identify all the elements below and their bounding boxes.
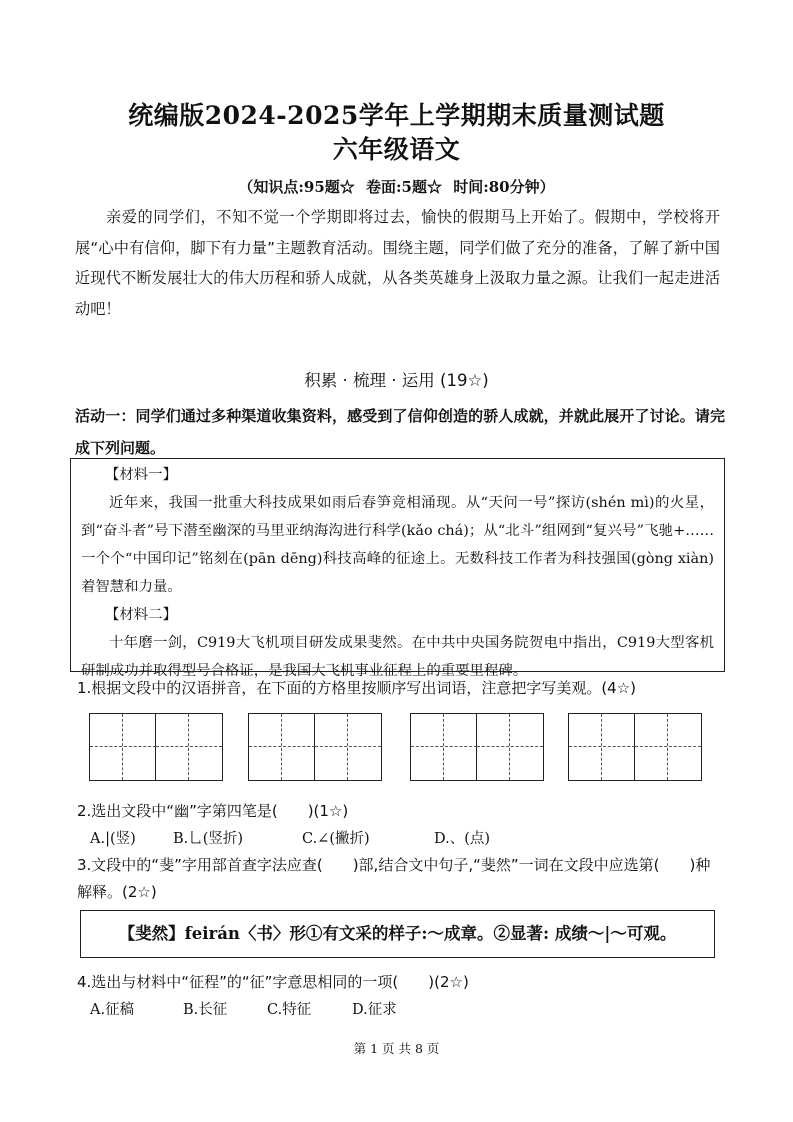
materials-box <box>70 458 725 679</box>
option-a[interactable]: A.|(竖) <box>90 831 136 847</box>
answer-grid-1[interactable] <box>89 713 223 781</box>
option-b[interactable]: B.乚(竖折) <box>173 831 244 847</box>
question-4: 4.选出与材料中“征程”的“征”字意思相同的一项( )(2☆) <box>77 973 469 991</box>
material-2-label: 【材料二】 <box>105 607 177 623</box>
exam-title: 统编版2024-2025学年上学期期末质量测试题 <box>128 101 665 130</box>
material-1-text: 近年来，我国一批重大科技成果如雨后春笋竞相涌现。从“天问一号”探访(shén mì)的火星，到“奋斗者”号下潜至幽深的马里亚纳海沟进行科学(kǎo chá)；从“北斗”组网到“复兴号”飞驰+……一个个“中国印记”铭刻在(pān dēng)科技高峰的征途上。无数科技工作者为科技强国(gòng xiàn)着智慧和力量。 <box>81 495 714 595</box>
option-d[interactable]: D.、(点) <box>434 831 491 847</box>
section-title: 积累 · 梳理 · 运用 (19☆) <box>304 371 489 390</box>
material-1-label: 【材料一】 <box>105 467 177 483</box>
option-c[interactable]: C.特征 <box>267 1002 312 1018</box>
question-1: 1.根据文段中的汉语拼音，在下面的方格里按顺序写出词语，注意把字写美观。(4☆) <box>77 679 637 697</box>
question-2: 2.选出文段中“幽”字第四笔是( )(1☆) <box>77 802 349 820</box>
option-a[interactable]: A.征稿 <box>90 1002 135 1018</box>
answer-grid-4[interactable] <box>568 713 702 781</box>
dictionary-entry: 【斐然】feirán〈书〉形①有文采的样子:～成章。②显著: 成绩～|～可观。 <box>118 924 677 943</box>
intro-paragraph: 亲爱的同学们，不知不觉一个学期即将过去，愉快的假期马上开始了。假期中，学校将开展“心中有信仰，脚下有力量”主题教育活动。围绕主题，同学们做了充分的准备，了解了新中国近现代不断发展壮大的伟大历程和骄人成就，从各类英雄身上汲取力量之源。让我们一起走进活动吧！ <box>75 208 720 318</box>
page-footer: 第 1 页 共 8 页 <box>353 1041 440 1056</box>
question-3: 3.文段中的“斐”字用部首查字法应查( )部,结合文中句子,“斐然”一词在文段中应选第( )种解释。(2☆) <box>77 856 711 901</box>
material-2-text: 十年磨一剑，C919大飞机项目研发成果斐然。在中共中央国务院贺电中指出，C919大型客机研制成功并取得型号合格证，是我国大飞机事业征程上的重要里程碑。 <box>81 635 714 679</box>
option-b[interactable]: B.长征 <box>183 1002 228 1018</box>
answer-grid-2[interactable] <box>248 713 382 781</box>
exam-meta: （知识点:95题☆ 卷面:5题☆ 时间:80分钟） <box>238 178 555 196</box>
option-c[interactable]: C.∠(撇折) <box>302 831 370 847</box>
option-d[interactable]: D.征求 <box>352 1002 397 1018</box>
dictionary-entry-box <box>80 910 715 958</box>
activity-1-instruction: 活动一：同学们通过多种渠道收集资料，感受到了信仰创造的骄人成就，并就此展开了讨论。请完成下列问题。 <box>75 407 725 457</box>
exam-subtitle: 六年级语文 <box>332 135 461 164</box>
question-4-options <box>90 998 690 1020</box>
answer-grid-3[interactable] <box>410 713 544 781</box>
question-2-options <box>90 827 690 849</box>
